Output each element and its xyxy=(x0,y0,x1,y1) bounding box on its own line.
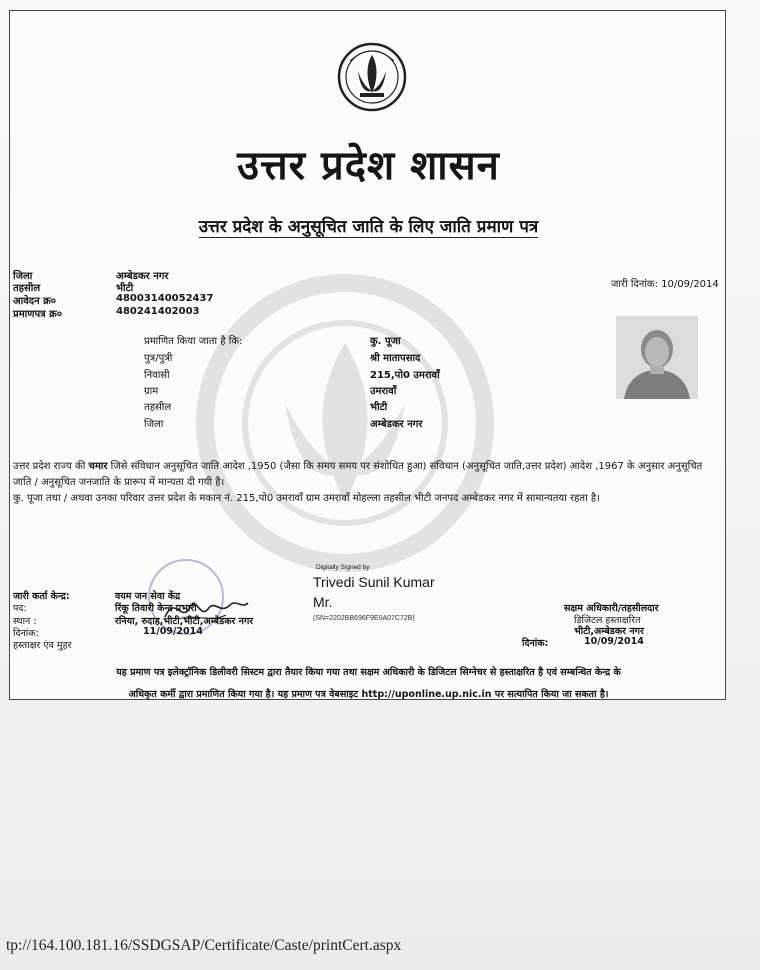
issue-date: जारी दिनांक: 10/09/2014 xyxy=(611,279,719,290)
issuer-date-value: 11/09/2014 xyxy=(143,626,203,637)
certificate-no-label: प्रमाणपत्र क्र० xyxy=(13,309,63,320)
resident-value: 215,पो0 उमरावाँ xyxy=(370,370,440,381)
place-value: रनिया, रुदाह,भीटी,भीटी,अम्बेडकर नगर xyxy=(115,616,254,627)
certificate-subtitle: उत्तर प्रदेश के अनुसूचित जाति के लिए जाति प्रमाण पत्र xyxy=(198,217,539,237)
watermark-emblem-icon xyxy=(195,273,495,573)
village-value: उमरावाँ xyxy=(370,386,397,397)
sign-seal-label: हस्ताक्षर एंव मुहर xyxy=(13,640,72,651)
up-emblem-icon xyxy=(336,31,408,123)
digital-signature-name: Trivedi Sunil Kumar xyxy=(313,574,435,590)
browser-url: tp://164.100.181.16/SSDGSAP/Certificate/Caste/printCert.aspx xyxy=(6,937,402,954)
application-no-value: 48003140052437 xyxy=(116,293,214,304)
applicant-photo xyxy=(616,316,698,399)
tehsil-value: भीटी xyxy=(116,283,134,294)
certify-intro-label: प्रमाणित किया जाता है कि: xyxy=(144,336,243,347)
issuer-date-label: दिनांक: xyxy=(13,628,39,639)
authority-date-value: 10/09/2014 xyxy=(584,636,644,647)
digital-signature-title: Mr. xyxy=(313,594,333,610)
certify-district-value: अम्बेडकर नगर xyxy=(370,419,423,430)
post-label: पद: xyxy=(13,603,27,614)
issuing-center-label: जारी कर्ता केन्द्र: xyxy=(13,591,70,602)
digital-signature-label: Digitally Signed by xyxy=(316,564,370,571)
authority-date-label: दिनांक: xyxy=(522,638,549,649)
certify-intro-value: कु. पूजा xyxy=(370,336,401,347)
district-label: जिला xyxy=(13,271,33,282)
authority-digital-label: डिजिटल हस्ताक्षरित xyxy=(574,615,641,626)
certify-tehsil-label: तहसील xyxy=(144,402,172,413)
tehsil-label: तहसील xyxy=(13,283,41,294)
digital-signature-serial: (SN=2202BB696F9E0A07C72B) xyxy=(313,615,415,622)
parent-value: श्री मातापसाद xyxy=(370,353,421,364)
certify-tehsil-value: भीटी xyxy=(370,402,388,413)
post-value: रिंकू तिवारी केन्द्र प्रभारी xyxy=(115,603,197,614)
certificate-paragraph: उत्तर प्रदेश राज्य की चमार जिसे संविधान अनुसूचित जाति आदेश ,1950 (जैसा कि समय समय पर संशोधित हुआ) संविधान (अनुसूचित जाति,उत्तर प्रदेश) आदेश ,1967 के अनुसार अनुसूचित जाति / अनुसूचित जनजाति के प्रारूप में मान्यता दी गयी है। कु. पूजा तथा / अथवा उनका परिवार उत्तर प्रदेश के मकान नं. 215,पो0 उमरावाँ ग्राम उमरावाँ मोहल्ला तहसील भीटी जनपद अम्बेडकर नगर में सामान्यतया रहता है। xyxy=(13,459,713,507)
application-no-label: आवेदन क्र० xyxy=(13,296,57,307)
issuing-center-value: वयम जन सेवा केंद्र xyxy=(115,591,181,602)
authority-place: भीटी,अम्बेडकर नगर xyxy=(574,626,644,637)
footer-note: यह प्रमाण पत्र इलेक्ट्रॉनिक डिलीवरी सिस्टम द्वारा तैयार किया गया तथा सक्षम अधिकारी के डिजिटल सिग्नेचर से हस्ताक्षरित है एवं सम्बन्धित केन्द्र के अधिकृत कर्मी द्वारा प्रमाणित किया गया है। यह प्रमाण पत्र वेबसाइट http://uponline.up.nic.in पर सत्यापित किया जा सकता है। xyxy=(116,667,621,700)
district-value: अम्बेडकर नगर xyxy=(116,271,169,282)
resident-label: निवासी xyxy=(144,370,170,381)
authority-title: सक्षम अधिकारी/तहसीलदार xyxy=(564,603,659,614)
place-label: स्थान : xyxy=(13,616,37,627)
parent-label: पुत्र/पुत्री xyxy=(144,353,173,364)
caste-name: चमार xyxy=(88,461,108,472)
certificate-document xyxy=(9,10,726,700)
page-title: उत्तर प्रदेश शासन xyxy=(237,143,500,189)
village-label: ग्राम xyxy=(144,386,159,397)
certify-district-label: जिला xyxy=(144,419,164,430)
certificate-no-value: 480241402003 xyxy=(116,306,200,317)
residence-statement: कु. पूजा तथा / अथवा उनका परिवार उत्तर प्रदेश के मकान नं. 215,पो0 उमरावाँ ग्राम उमरावाँ मोहल्ला तहसील भीटी जनपद अम्बेडकर नगर में सामान्यतया रहता है। xyxy=(13,493,600,504)
